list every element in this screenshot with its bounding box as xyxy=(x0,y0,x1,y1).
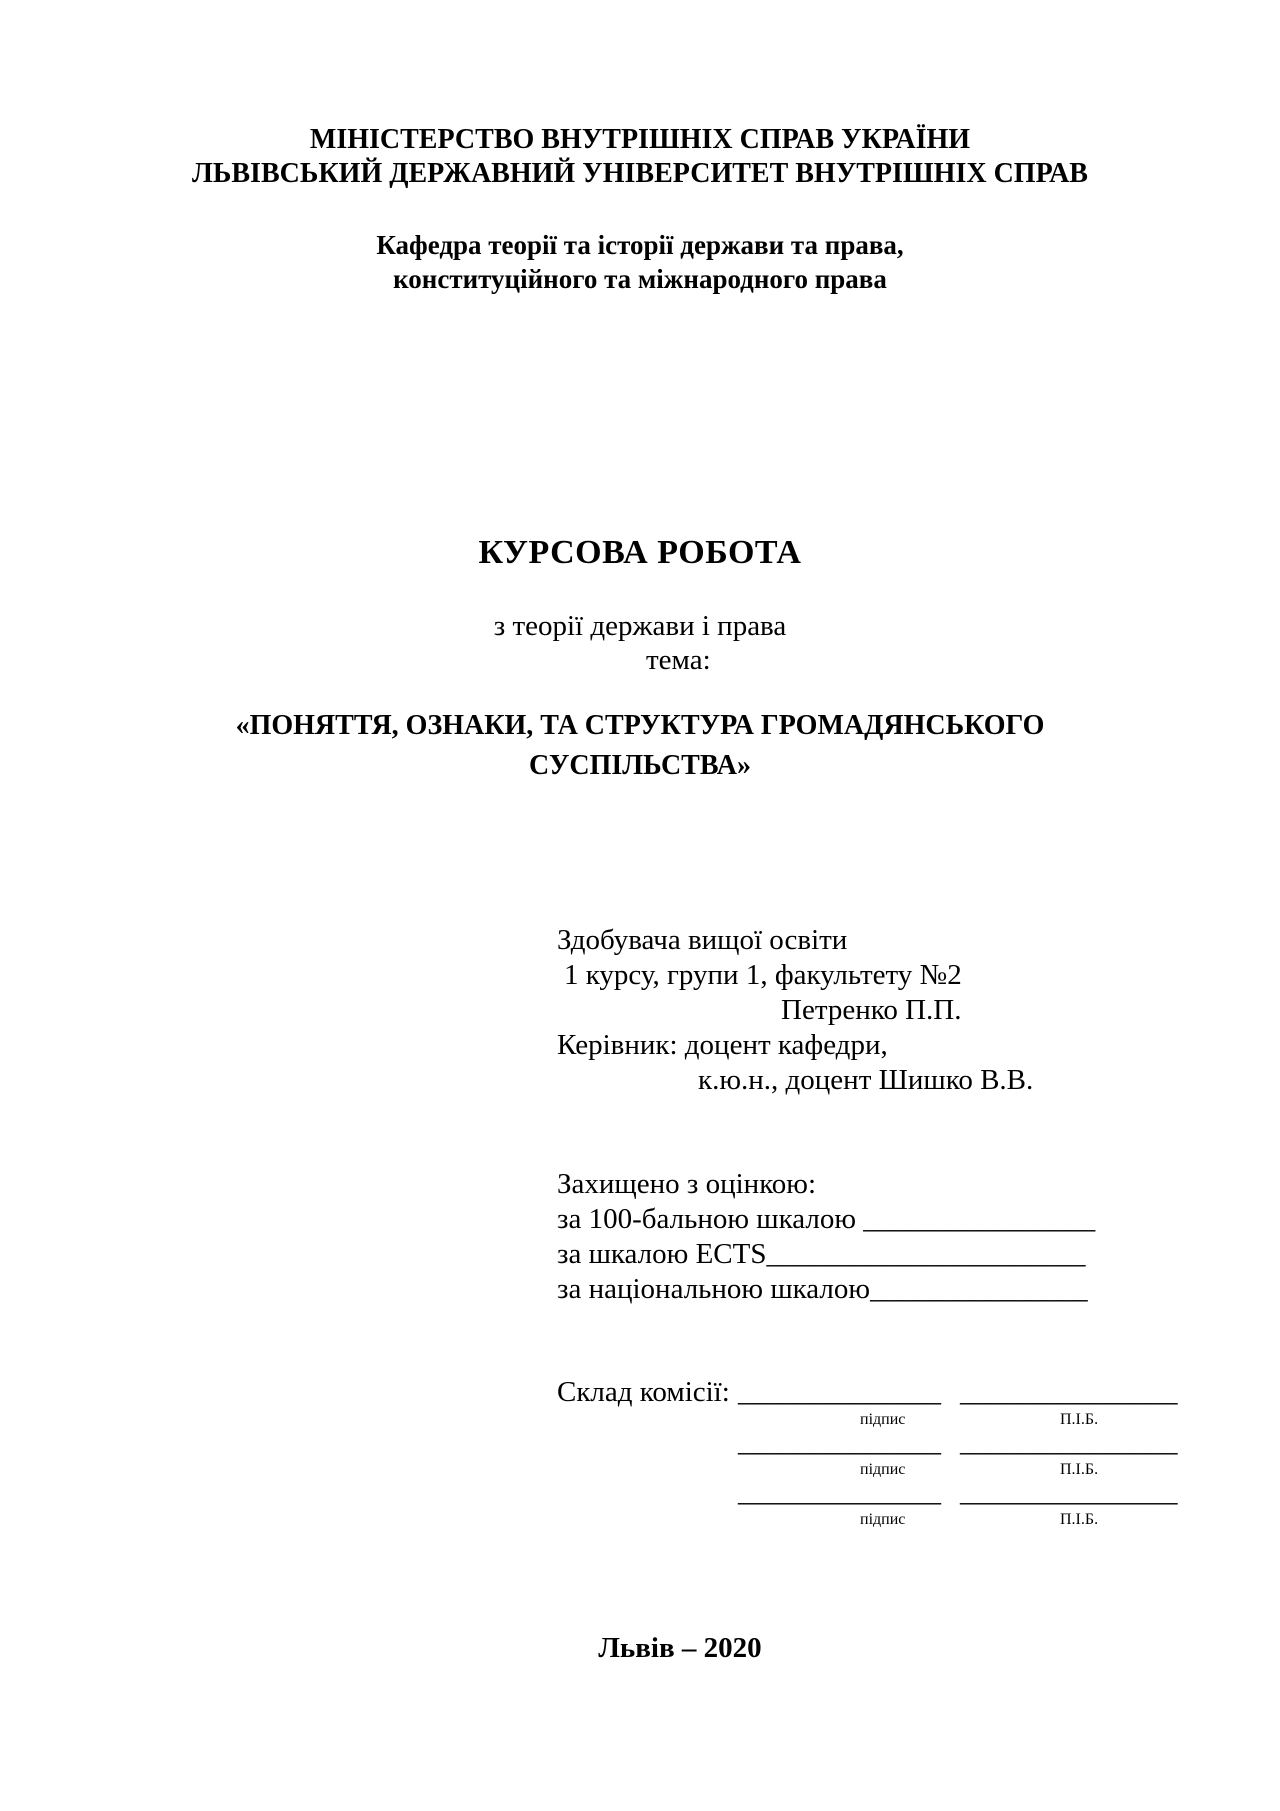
signature-caption: підпис xyxy=(860,1411,906,1428)
commission-name-line: _______________ xyxy=(960,1476,1178,1508)
commission-name-line: _______________ xyxy=(960,1426,1178,1458)
name-caption: П.І.Б. xyxy=(1060,1411,1099,1428)
department-name-line2: конституційного та міжнародного права xyxy=(393,264,887,294)
name-caption: П.І.Б. xyxy=(1060,1511,1099,1528)
commission-signature-line: ______________ xyxy=(738,1476,941,1508)
author-line3: Петренко П.П. xyxy=(781,994,962,1026)
city-year: Львів – 2020 xyxy=(598,1632,762,1664)
signature-caption: підпис xyxy=(860,1461,906,1478)
grade-ects-scale: за шкалою ECTS______________________ xyxy=(557,1238,1086,1270)
author-line2: 1 курсу, групи 1, факультету №2 xyxy=(564,959,962,991)
name-caption: П.І.Б. xyxy=(1060,1461,1099,1478)
commission-signature-line: ______________ xyxy=(738,1376,941,1408)
department-name-line1: Кафедра теорії та історії держави та права, xyxy=(376,230,904,260)
ministry-name: МІНІСТЕРСТВО ВНУТРІШНІХ СПРАВ УКРАЇНИ xyxy=(309,124,971,155)
supervisor-line2: к.ю.н., доцент Шишко В.В. xyxy=(698,1064,1034,1096)
grade-label: Захищено з оцінкою: xyxy=(557,1168,817,1200)
topic-label: тема: xyxy=(646,644,711,676)
author-line1: Здобувача вищої освіти xyxy=(557,924,848,956)
supervisor-line1: Керівник: доцент кафедри, xyxy=(557,1029,888,1061)
grade-100-scale: за 100-бальною шкалою ________________ xyxy=(557,1203,1096,1235)
commission-label: Склад комісії: xyxy=(557,1376,730,1408)
grade-national-scale: за національною шкалою_______________ xyxy=(557,1273,1088,1305)
work-type-title: КУРСОВА РОБОТА xyxy=(478,534,802,571)
signature-caption: підпис xyxy=(860,1511,906,1528)
topic-line1: «ПОНЯТТЯ, ОЗНАКИ, ТА СТРУКТУРА ГРОМАДЯНСЬКОГО xyxy=(235,710,1045,741)
commission-signature-line: ______________ xyxy=(738,1426,941,1458)
topic-line2: СУСПІЛЬСТВА» xyxy=(528,750,751,781)
subject-line: з теорії держави і права xyxy=(493,610,787,642)
university-name: ЛЬВІВСЬКИЙ ДЕРЖАВНИЙ УНІВЕРСИТЕТ ВНУТРІШНІХ СПРАВ xyxy=(192,158,1088,189)
commission-name-line: _______________ xyxy=(960,1376,1178,1408)
